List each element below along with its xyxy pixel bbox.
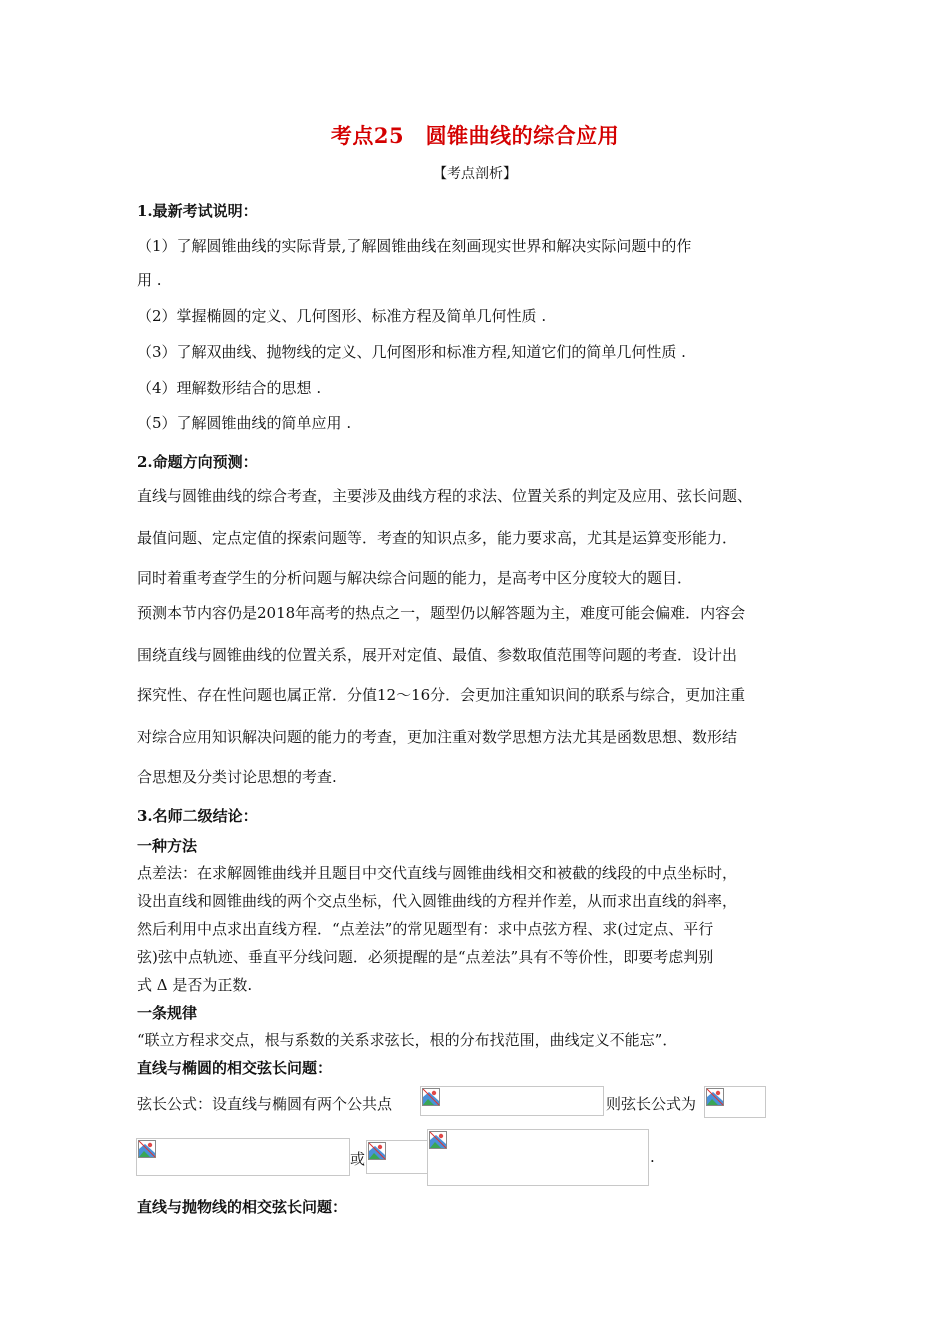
sec2-line: 探究性、存在性问题也属正常．分值12～16分．会更加注重知识间的联系与综合，更加注重 (137, 686, 746, 704)
sec2-line: 对综合应用知识解决问题的能力的考查，更加注重对数学思想方法尤其是函数思想、数形结 (137, 728, 738, 746)
ellipse-chord-heading: 直线与椭圆的相交弦长问题： (137, 1059, 333, 1077)
sec2-line: 直线与圆锥曲线的综合考查，主要涉及曲线方程的求法、位置关系的判定及应用、弦长问题、 (137, 487, 753, 505)
end-period: . (650, 1148, 655, 1166)
sec2-line: 预测本节内容仍是2018年高考的热点之一，题型仍以解答题为主，难度可能会偏难．内容会 (137, 604, 746, 622)
broken-image-icon (138, 1140, 156, 1158)
method-line: 弦)弦中点轨迹、垂直平分线问题．必须提醒的是“点差法”具有不等价性，即要考虑判别 (137, 948, 714, 966)
method-line: 式 Δ 是否为正数. (137, 976, 253, 994)
sec1-item: （2）掌握椭圆的定义、几何图形、标准方程及简单几何性质 . (137, 307, 547, 325)
sec2-heading: 2.命题方向预测： (137, 453, 258, 471)
rule-line: “联立方程求交点，根与系数的关系求弦长，根的分布找范围，曲线定义不能忘”． (137, 1031, 678, 1049)
broken-image-icon (368, 1142, 386, 1160)
chord-formula-mid: 则弦长公式为 (606, 1095, 697, 1113)
sec2-line: 合思想及分类讨论思想的考查. (137, 768, 337, 786)
sec1-item: （4）理解数形结合的思想 . (137, 379, 322, 397)
sec1-heading: 1.最新考试说明： (137, 202, 258, 220)
sec1-item: 用 . (137, 271, 162, 289)
chord-formula-prefix: 弦长公式：设直线与椭圆有两个公共点 (137, 1095, 393, 1113)
parabola-chord-heading: 直线与抛物线的相交弦长问题： (137, 1198, 348, 1216)
method-heading: 一种方法 (137, 837, 198, 855)
sec2-line: 同时着重考查学生的分析问题与解决综合问题的能力，是高考中区分度较大的题目． (137, 569, 693, 587)
sec3-heading: 3.名师二级结论： (137, 807, 258, 825)
method-line: 设出直线和圆锥曲线的两个交点坐标，代入圆锥曲线的方程并作差，从而求出直线的斜率， (137, 892, 738, 910)
page-title: 考点25 圆锥曲线的综合应用 (330, 123, 620, 148)
formula-image (136, 1138, 350, 1176)
rule-heading: 一条规律 (137, 1004, 198, 1022)
sec2-line: 最值问题、定点定值的探索问题等．考查的知识点多，能力要求高，尤其是运算变形能力． (137, 529, 738, 547)
formula-image (366, 1140, 428, 1174)
formula-image (704, 1086, 766, 1118)
broken-image-icon (706, 1088, 724, 1106)
formula-image (420, 1086, 604, 1116)
broken-image-icon (422, 1088, 440, 1106)
formula-image (427, 1129, 649, 1186)
method-line: 然后利用中点求出直线方程．“点差法”的常见题型有：求中点弦方程、求(过定点、平行 (137, 920, 714, 938)
sec1-item: （1）了解圆锥曲线的实际背景,了解圆锥曲线在刻画现实世界和解决实际问题中的作 (137, 237, 692, 255)
sec1-item: （5）了解圆锥曲线的简单应用 . (137, 414, 352, 432)
sec2-line: 围绕直线与圆锥曲线的位置关系，展开对定值、最值、参数取值范围等问题的考查．设计出 (137, 646, 738, 664)
method-line: 点差法：在求解圆锥曲线并且题目中交代直线与圆锥曲线相交和被截的线段的中点坐标时， (137, 864, 738, 882)
or-text: 或 (350, 1150, 366, 1168)
broken-image-icon (429, 1131, 447, 1149)
sec1-item: （3）了解双曲线、抛物线的定义、几何图形和标准方程,知道它们的简单几何性质 . (137, 343, 686, 361)
section-subtitle: 【考点剖析】 (433, 166, 517, 182)
